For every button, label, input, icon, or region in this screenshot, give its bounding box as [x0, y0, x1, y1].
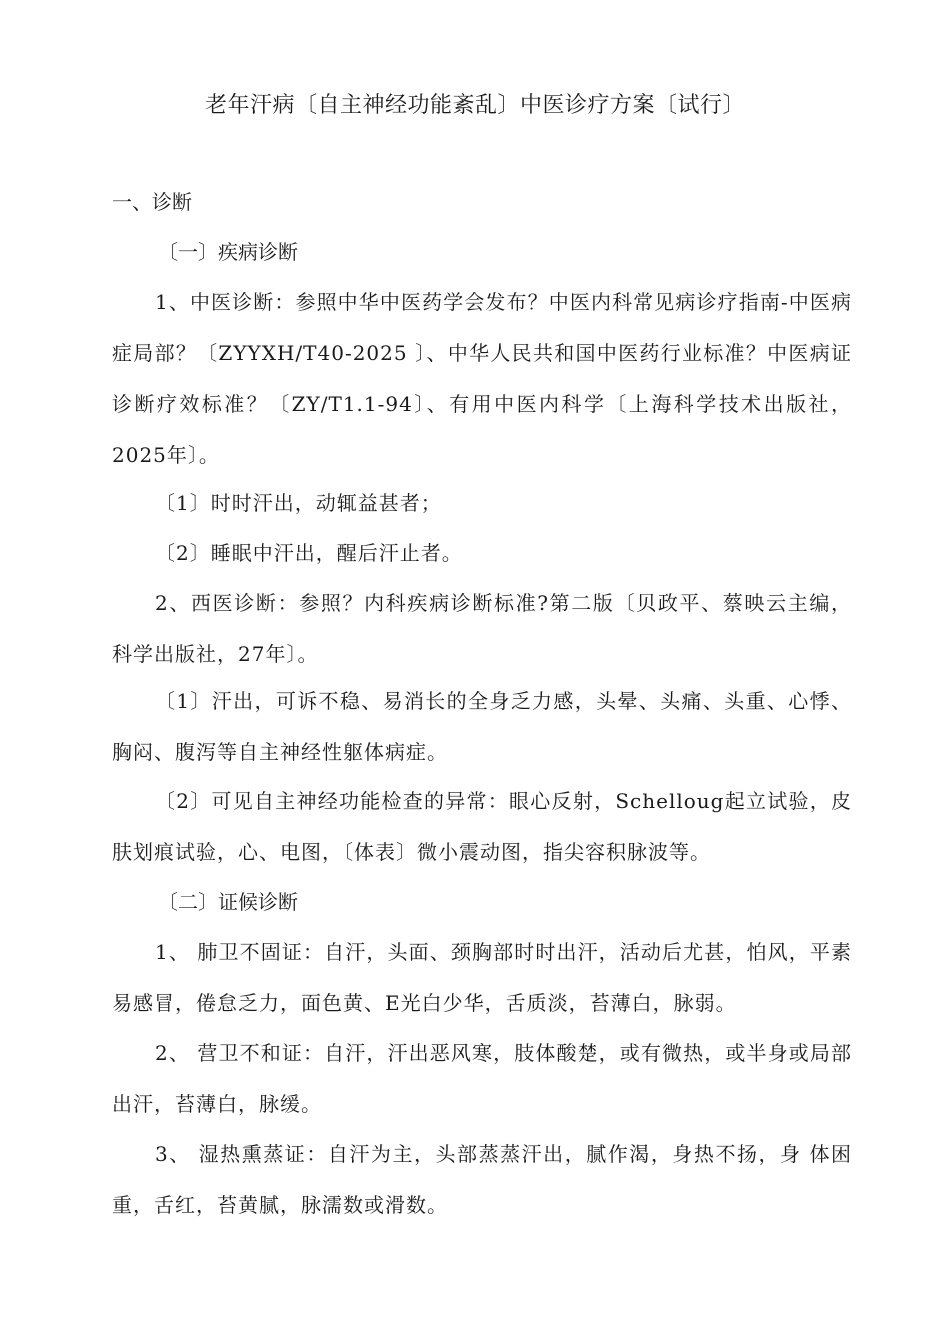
- paragraph-tcm-diagnosis: 1、中医诊断：参照中华中医药学会发布？中医内科常见病诊疗指南-中医病症局部？〔ZYYXH/T40-2025 〕、中华人民共和国中医药行业标准？中医病证诊断疗效标准？〔ZY/T1.1-94〕、有用中医内科学〔上海科学技术出版社，2025年〕。: [112, 290, 852, 467]
- paragraph-syndrome-2: 2、 营卫不和证：自汗，汗出恶风寒，肢体酸楚，或有微热，或半身或局部出汗，苔薄白，脉缓。: [112, 1041, 852, 1116]
- page-title: 老年汗病〔自主神经功能紊乱〕中医诊疗方案〔试行〕: [204, 93, 745, 118]
- paragraph-tcm-item-1: 〔1〕时时汗出，动辄益甚者；: [155, 491, 442, 515]
- paragraph-syndrome-3: 3、 湿热熏蒸证：自汗为主，头部蒸蒸汗出，腻作渴，身热不扬，身 体困重，舌红，苔黄腻，脉濡数或滑数。: [112, 1142, 852, 1217]
- paragraph-western-diagnosis: 2、西医诊断：参照？内科疾病诊断标准?第二版〔贝政平、蔡映云主编，科学出版社，27年〕。: [112, 591, 852, 666]
- paragraph-tcm-item-2: 〔2〕睡眠中汗出，醒后汗止者。: [155, 541, 463, 565]
- paragraph-syndrome-1: 1、 肺卫不固证：自汗，头面、颈胸部时时出汗，活动后尤甚，怕风，平素易感冒，倦怠乏力，面色黄、E光白少华，舌质淡，苔薄白，脉弱。: [112, 940, 852, 1015]
- paragraph-western-item-2: 〔2〕可见自主神经功能检查的异常：眼心反射，Schelloug起立试验，皮肤划痕试验，心、电图，〔体表〕微小震动图，指尖容积脉波等。: [112, 789, 852, 864]
- paragraph-western-item-1: 〔1〕汗出，可诉不稳、易消长的全身乏力感，头晕、头痛、头重、心悸、胸闷、腹泻等自主神经性躯体病症。: [112, 689, 852, 764]
- subheading-disease-diagnosis: 〔一〕疾病诊断: [158, 240, 298, 264]
- subheading-syndrome-diagnosis: 〔二〕证候诊断: [158, 890, 298, 914]
- section-heading-diagnosis: 一、诊断: [112, 190, 192, 214]
